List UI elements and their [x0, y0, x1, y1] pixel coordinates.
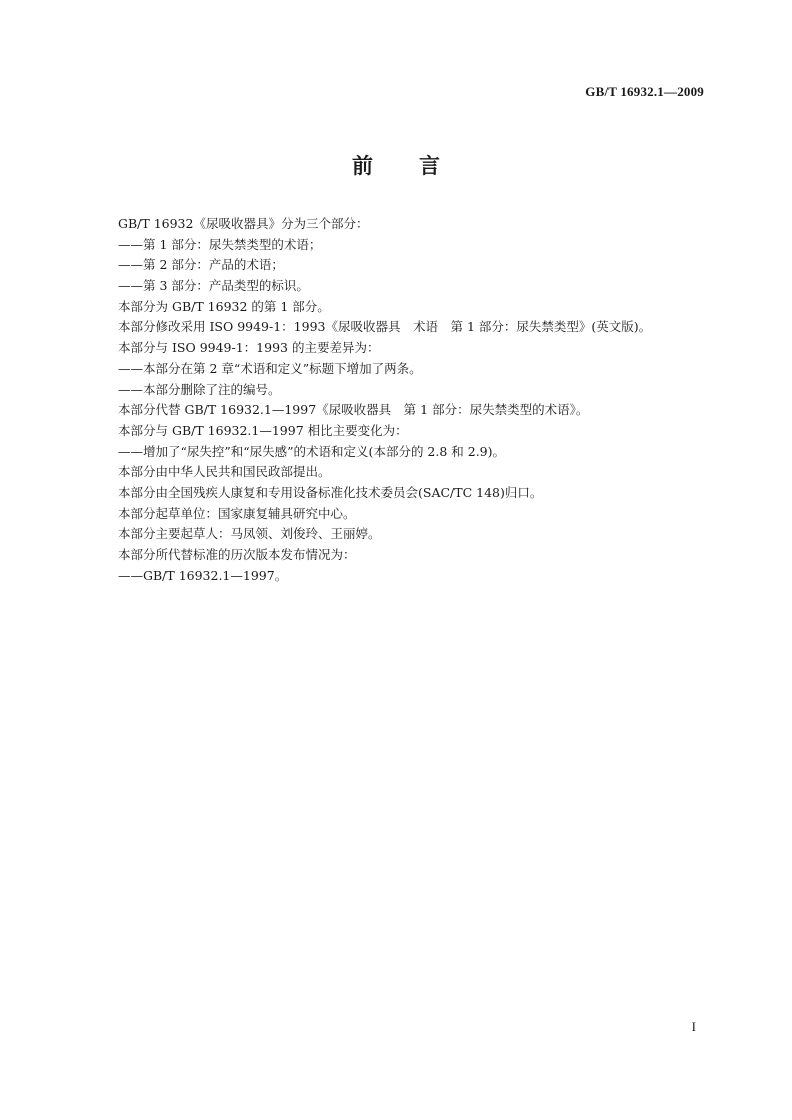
foreword-body — [118, 214, 718, 586]
page-title: 前言 — [352, 154, 486, 178]
body-line: ——本部分删除了注的编号。 — [118, 381, 281, 397]
body-line: 本部分由全国残疾人康复和专用设备标准化技术委员会(SAC/TC 148)归口。 — [118, 484, 543, 500]
body-line: 本部分主要起草人：马凤领、刘俊玲、王丽婷。 — [118, 526, 381, 542]
body-line: ——第 1 部分：尿失禁类型的术语； — [118, 236, 322, 252]
body-line: 本部分与 ISO 9949-1：1993 的主要差异为： — [118, 340, 380, 356]
body-line: ——GB/T 16932.1—1997。 — [118, 567, 288, 583]
body-line: 本部分代替 GB/T 16932.1—1997《尿吸收器具 第 1 部分：尿失禁类型的术语》。 — [118, 402, 589, 418]
body-line: ——第 2 部分：产品的术语； — [118, 257, 284, 273]
body-line: ——本部分在第 2 章“术语和定义”标题下增加了两条。 — [118, 360, 422, 376]
standard-code: GB/T 16932.1—2009 — [585, 84, 704, 99]
page-number: I — [691, 1019, 696, 1034]
body-line: 本部分起草单位：国家康复辅具研究中心。 — [118, 505, 356, 521]
body-line: ——增加了“尿失控”和“尿失感”的术语和定义(本部分的 2.8 和 2.9)。 — [118, 443, 505, 459]
body-line: 本部分为 GB/T 16932 的第 1 部分。 — [118, 298, 330, 314]
body-line: 本部分所代替标准的历次版本发布情况为： — [118, 547, 356, 562]
body-line: ——第 3 部分：产品类型的标识。 — [118, 278, 309, 294]
body-line: GB/T 16932《尿吸收器具》分为三个部分： — [118, 216, 369, 231]
body-line: 本部分由中华人民共和国民政部提出。 — [118, 464, 331, 480]
body-line: 本部分与 GB/T 16932.1—1997 相比主要变化为： — [118, 422, 408, 438]
body-line: 本部分修改采用 ISO 9949-1：1993《尿吸收器具 术语 第 1 部分：尿失禁类型》(英文版)。 — [118, 319, 652, 335]
